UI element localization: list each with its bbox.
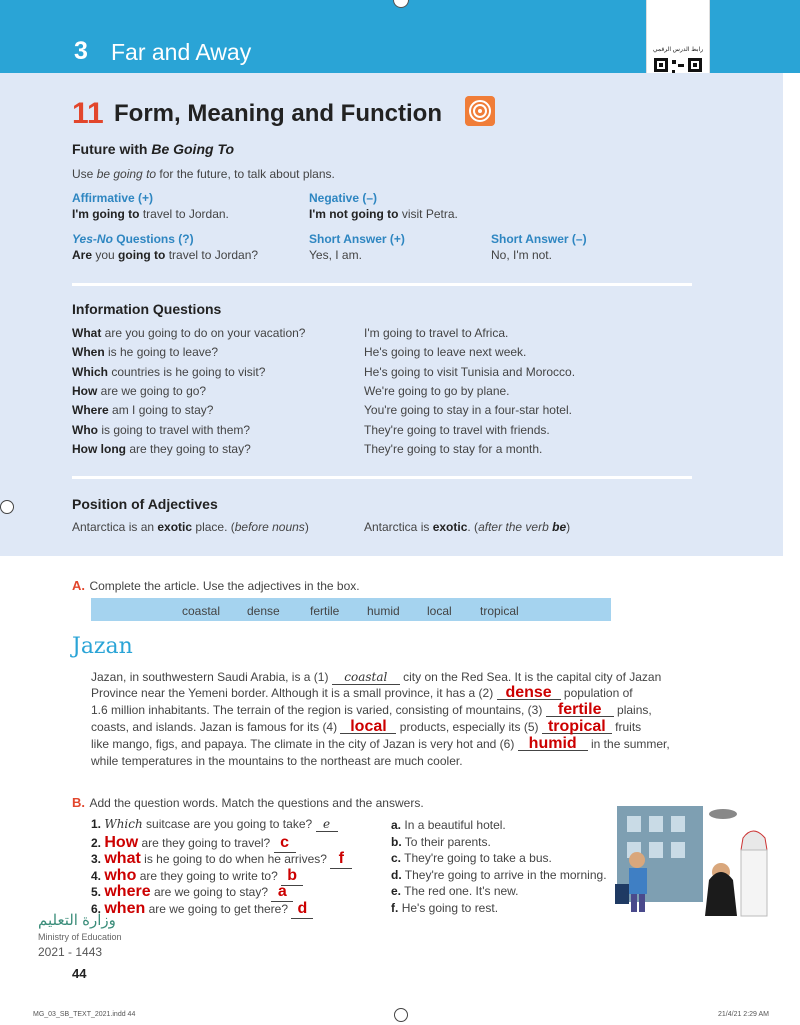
info-question: Which countries is he going to visit? (72, 364, 266, 379)
match-answer[interactable]: c (274, 834, 296, 853)
answer-item: d. They're going to arrive in the morning. (391, 867, 607, 882)
answer-blank-2[interactable]: dense (497, 686, 561, 700)
future-intro: Use be going to for the future, to talk about plans. (72, 167, 335, 181)
question-word-answer[interactable]: who (104, 866, 137, 884)
question-word-answer[interactable]: what (104, 850, 141, 868)
word-box-item: local (427, 604, 452, 618)
lesson-title: Form, Meaning and Function (114, 100, 442, 127)
word-box (91, 598, 611, 621)
info-answer: He's going to leave next week. (364, 345, 527, 360)
adjectives-heading: Position of Adjectives (72, 496, 218, 512)
question-item: 6. when are we going to get there? d (91, 900, 313, 919)
academic-year: 2021 - 1443 (38, 945, 103, 959)
info-questions-heading: Information Questions (72, 301, 222, 317)
answer-item: e. The red one. It's new. (391, 884, 519, 899)
short-answer-neg: No, I'm not. (491, 248, 552, 262)
travelers-illustration (605, 800, 785, 918)
match-answer[interactable]: a (271, 883, 293, 902)
info-answer: You're going to stay in a four-star hotel. (364, 403, 572, 418)
match-answer[interactable]: e (316, 817, 338, 832)
affirmative-example: I'm going to travel to Jordan. (72, 207, 229, 221)
question-item: 4. who are they going to write to? b (91, 867, 303, 886)
print-date: 21/4/21 2:29 AM (718, 1011, 769, 1018)
question-item: 5. where are we going to stay? a (91, 883, 293, 902)
unit-title: Far and Away (111, 39, 252, 65)
short-answer-neg-label: Short Answer (–) (491, 232, 587, 246)
divider (72, 476, 692, 479)
answer-blank-1[interactable]: coastal (332, 671, 400, 685)
question-item: 1. Which suitcase are you going to take? e (91, 817, 338, 832)
answer-item: c. They're going to take a bus. (391, 851, 552, 866)
article-line: coasts, and islands. Jazan is famous for its (4) local products, especially its (5) tropical fruits (91, 718, 642, 735)
ministry-logo-english: Ministry of Education (38, 932, 122, 942)
info-answer: We're going to go by plane. (364, 383, 510, 398)
file-slug: MG_03_SB_TEXT_2021.indd 44 (33, 1011, 136, 1018)
digital-resource-icon[interactable] (465, 96, 495, 126)
lesson-number: 11 (72, 97, 104, 130)
article-line: Jazan, in southwestern Saudi Arabia, is a (1) coastal city on the Red Sea. It is the capital city of Jazan (91, 670, 662, 684)
activity-a-instruction: A. Complete the article. Use the adjectives in the box. (72, 578, 360, 593)
article-line: like mango, figs, and papaya. The climate in the city of Jazan is very hot and (6) humid in the summer, (91, 735, 670, 752)
match-answer[interactable]: f (330, 850, 352, 869)
divider (72, 283, 692, 286)
page-number: 44 (72, 966, 87, 981)
answer-item: f. He's going to rest. (391, 901, 499, 915)
registration-mark-icon (394, 1008, 408, 1022)
word-box-item: humid (367, 604, 400, 618)
answer-blank-3[interactable]: fertile (546, 703, 614, 717)
info-question: What are you going to do on your vacation? (72, 326, 306, 340)
activity-b-instruction: B. Add the question words. Match the questions and the answers. (72, 795, 424, 810)
adjective-example-after: Antarctica is exotic. (after the verb be) (364, 520, 571, 534)
unit-number: 3 (74, 37, 88, 65)
yesno-example: Are you going to travel to Jordan? (72, 248, 259, 262)
info-answer: They're going to travel with friends. (364, 422, 550, 437)
word-box-item: dense (247, 604, 280, 618)
adjective-example-before: Antarctica is an exotic place. (before nouns) (72, 520, 309, 534)
info-question: How long are they going to stay? (72, 441, 251, 456)
question-word-answer[interactable]: when (104, 900, 146, 917)
future-heading: Future with Be Going To (72, 141, 235, 157)
question-word-answer[interactable]: Which (104, 817, 143, 831)
answer-blank-4[interactable]: local (340, 720, 396, 734)
info-answer: He's going to visit Tunisia and Morocco. (364, 364, 576, 379)
article-title: Jazan (72, 634, 133, 659)
affirmative-label: Affirmative (+) (72, 191, 154, 205)
match-answer[interactable]: d (291, 900, 313, 919)
answer-item: b. To their parents. (391, 834, 491, 849)
ministry-logo-arabic: وزارة التعليم (38, 912, 116, 929)
qr-caption: رابط الدرس الرقمي (652, 47, 704, 53)
info-question: Where am I going to stay? (72, 403, 214, 418)
info-answer: I'm going to travel to Africa. (364, 326, 509, 340)
registration-mark-icon (0, 500, 14, 514)
word-box-item: coastal (182, 604, 221, 618)
info-question: Who is going to travel with them? (72, 422, 251, 437)
article-line: while temperatures in the mountains to the northeast are much cooler. (91, 754, 463, 768)
yesno-label: Yes-No Questions (?) (72, 232, 194, 246)
short-answer-pos-label: Short Answer (+) (309, 232, 405, 246)
negative-label: Negative (–) (309, 191, 378, 205)
question-item: 3. what is he going to do when he arrives? f (91, 850, 352, 869)
answer-item: a. In a beautiful hotel. (391, 818, 506, 832)
question-item: 2. How are they going to travel? c (91, 834, 296, 853)
word-box-item: tropical (480, 604, 519, 618)
article-line: Province near the Yemeni border. Although it is a small province, it has a (2) dense population of (91, 684, 633, 701)
info-question: When is he going to leave? (72, 345, 219, 360)
match-answer[interactable]: b (281, 867, 303, 886)
question-word-answer[interactable]: where (104, 883, 151, 901)
question-word-answer[interactable]: How (104, 833, 139, 851)
short-answer-pos: Yes, I am. (309, 248, 362, 262)
negative-example: I'm not going to visit Petra. (309, 207, 458, 221)
info-question: How are we going to go? (72, 383, 207, 398)
word-box-item: fertile (310, 604, 340, 618)
article-line: 1.6 million inhabitants. The terrain of the region is varied, consisting of mountains, (3) fertile plains, (91, 701, 652, 718)
answer-blank-6[interactable]: humid (518, 737, 588, 751)
info-answer: They're going to stay for a month. (364, 441, 543, 456)
answer-blank-5[interactable]: tropical (542, 720, 612, 734)
